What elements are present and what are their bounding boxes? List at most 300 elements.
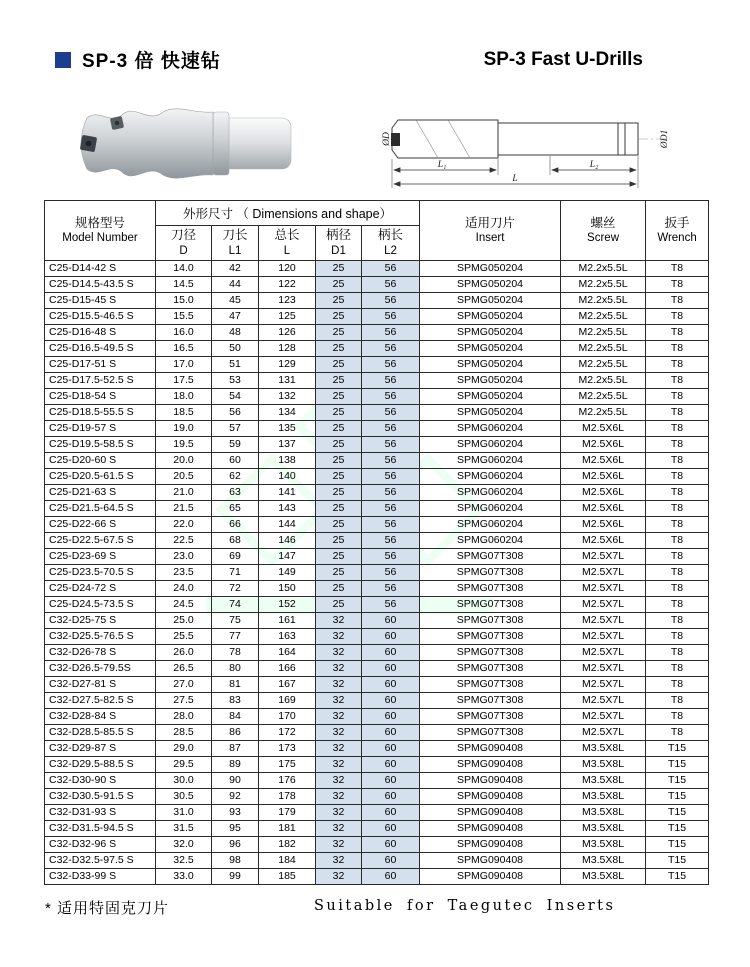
screw-cell: M2.5X6L <box>561 453 646 469</box>
insert-screw-2 <box>115 121 119 125</box>
len-l1-cell: 93 <box>212 805 259 821</box>
screw-cell: M3.5X8L <box>561 821 646 837</box>
drill-shank-outline <box>498 123 638 155</box>
len-l1-cell: 96 <box>212 837 259 853</box>
wrench-cell: T8 <box>646 597 709 613</box>
dia-d-cell: 24.0 <box>156 581 212 597</box>
len-l2-cell: 60 <box>362 741 420 757</box>
col-header-wrench <box>646 201 709 261</box>
model-number-cell: C32-D30.5-91.5 S <box>45 789 156 805</box>
dia-d1-cell: 32 <box>316 837 362 853</box>
col-header-d1-zh: 柄径 <box>325 228 351 242</box>
len-l-cell: 178 <box>259 789 316 805</box>
col-header-screw-zh: 螺丝 <box>590 215 616 230</box>
len-l-cell: 126 <box>259 325 316 341</box>
len-l2-cell: 60 <box>362 709 420 725</box>
dia-d1-cell: 25 <box>316 325 362 341</box>
dia-d1-cell: 32 <box>316 677 362 693</box>
model-number-cell: C25-D19-57 S <box>45 421 156 437</box>
insert-cell: SPMG07T308 <box>420 565 561 581</box>
screw-cell: M2.2x5.5L <box>561 309 646 325</box>
dia-d-cell: 16.5 <box>156 341 212 357</box>
insert-cell: SPMG07T308 <box>420 629 561 645</box>
dia-d1-cell: 25 <box>316 357 362 373</box>
len-l1-cell: 98 <box>212 853 259 869</box>
len-l1-cell: 78 <box>212 645 259 661</box>
model-number-cell: C32-D27-81 S <box>45 677 156 693</box>
insert-cell: SPMG050204 <box>420 357 561 373</box>
model-number-cell: C25-D21-63 S <box>45 485 156 501</box>
model-number-cell: C25-D16.5-49.5 S <box>45 341 156 357</box>
len-l-cell: 141 <box>259 485 316 501</box>
wrench-cell: T8 <box>646 357 709 373</box>
insert-cell: SPMG07T308 <box>420 597 561 613</box>
insert-cell: SPMG060204 <box>420 421 561 437</box>
insert-cell: SPMG07T308 <box>420 725 561 741</box>
wrench-cell: T8 <box>646 277 709 293</box>
col-header-screw <box>561 201 646 261</box>
screw-cell: M2.2x5.5L <box>561 389 646 405</box>
model-number-cell: C32-D26.5-79.5S <box>45 661 156 677</box>
model-number-cell: C25-D14-42 S <box>45 261 156 277</box>
len-l-cell: 128 <box>259 341 316 357</box>
table-row <box>45 821 709 837</box>
len-l2-cell: 60 <box>362 773 420 789</box>
table-row <box>45 469 709 485</box>
table-row <box>45 453 709 469</box>
table-row <box>45 405 709 421</box>
dia-d1-cell: 32 <box>316 789 362 805</box>
dia-d-cell: 14.5 <box>156 277 212 293</box>
len-l2-cell: 56 <box>362 357 420 373</box>
model-number-cell: C25-D14.5-43.5 S <box>45 277 156 293</box>
len-l1-cell: 42 <box>212 261 259 277</box>
col-header-insert-zh: 适用刀片 <box>465 215 516 230</box>
col-header-l2-en: L2 <box>384 244 397 257</box>
len-l-cell: 170 <box>259 709 316 725</box>
tip-insert <box>391 133 400 146</box>
table-row <box>45 741 709 757</box>
dia-d1-cell: 25 <box>316 437 362 453</box>
dia-d-cell: 16.0 <box>156 325 212 341</box>
dia-d-cell: 33.0 <box>156 869 212 885</box>
len-l2-cell: 56 <box>362 421 420 437</box>
insert-cell: SPMG090408 <box>420 773 561 789</box>
model-number-cell: C25-D21.5-64.5 S <box>45 501 156 517</box>
len-l1-cell: 45 <box>212 293 259 309</box>
insert-cell: SPMG090408 <box>420 741 561 757</box>
len-l1-cell: 89 <box>212 757 259 773</box>
screw-cell: M3.5X8L <box>561 741 646 757</box>
len-l1-cell: 62 <box>212 469 259 485</box>
table-row <box>45 677 709 693</box>
len-l2-cell: 60 <box>362 677 420 693</box>
col-header-l <box>259 226 316 261</box>
len-l1-cell: 60 <box>212 453 259 469</box>
insert-cell: SPMG07T308 <box>420 549 561 565</box>
model-number-cell: C32-D32-96 S <box>45 837 156 853</box>
wrench-cell: T8 <box>646 693 709 709</box>
col-header-l-zh: 总长 <box>274 228 300 242</box>
wrench-cell: T8 <box>646 629 709 645</box>
table-row <box>45 661 709 677</box>
col-header-wrench-en: Wrench <box>657 232 697 245</box>
len-l2-cell: 56 <box>362 581 420 597</box>
len-l2-cell: 60 <box>362 805 420 821</box>
len-l2-cell: 56 <box>362 341 420 357</box>
len-l-cell: 164 <box>259 645 316 661</box>
dia-d1-cell: 25 <box>316 597 362 613</box>
len-l1-cell: 53 <box>212 373 259 389</box>
dia-d1-cell: 25 <box>316 533 362 549</box>
col-header-screw-en: Screw <box>587 232 619 245</box>
len-l2-cell: 60 <box>362 725 420 741</box>
dia-d-cell: 18.0 <box>156 389 212 405</box>
insert-cell: SPMG090408 <box>420 805 561 821</box>
wrench-cell: T15 <box>646 805 709 821</box>
len-l1-cell: 80 <box>212 661 259 677</box>
dia-d-cell: 31.5 <box>156 821 212 837</box>
screw-cell: M2.5X7L <box>561 661 646 677</box>
dia-d1-cell: 32 <box>316 709 362 725</box>
screw-cell: M2.5X6L <box>561 533 646 549</box>
page-title-zh: SP-3 倍 快速钻 <box>82 51 221 72</box>
dia-d-cell: 23.5 <box>156 565 212 581</box>
insert-cell: SPMG07T308 <box>420 613 561 629</box>
screw-cell: M2.5X6L <box>561 469 646 485</box>
dia-d1-cell: 25 <box>316 517 362 533</box>
col-header-l1-en: L1 <box>228 244 242 257</box>
len-l-cell: 135 <box>259 421 316 437</box>
len-l2-cell: 60 <box>362 613 420 629</box>
screw-cell: M2.2x5.5L <box>561 277 646 293</box>
model-number-cell: C25-D19.5-58.5 S <box>45 437 156 453</box>
table-row <box>45 581 709 597</box>
len-l1-cell: 57 <box>212 421 259 437</box>
insert-cell: SPMG060204 <box>420 485 561 501</box>
dia-d1-cell: 32 <box>316 821 362 837</box>
insert-cell: SPMG050204 <box>420 389 561 405</box>
dia-d-cell: 24.5 <box>156 597 212 613</box>
table-row <box>45 869 709 885</box>
len-l-cell: 172 <box>259 725 316 741</box>
wrench-cell: T8 <box>646 725 709 741</box>
screw-cell: M3.5X8L <box>561 853 646 869</box>
screw-cell: M3.5X8L <box>561 773 646 789</box>
len-l2-cell: 56 <box>362 485 420 501</box>
table-row <box>45 325 709 341</box>
dia-d-cell: 25.0 <box>156 613 212 629</box>
dia-d-cell: 29.0 <box>156 741 212 757</box>
table-row <box>45 549 709 565</box>
insert-screw <box>86 141 92 147</box>
model-number-cell: C32-D32.5-97.5 S <box>45 853 156 869</box>
dia-d-cell: 15.0 <box>156 293 212 309</box>
len-l2-cell: 56 <box>362 597 420 613</box>
dia-d-cell: 18.5 <box>156 405 212 421</box>
model-number-cell: C25-D18-54 S <box>45 389 156 405</box>
dia-d1-cell: 25 <box>316 501 362 517</box>
footer-note-zh: * 适用特固克刀片 <box>45 900 170 917</box>
len-l1-cell: 86 <box>212 725 259 741</box>
dia-d-cell: 27.5 <box>156 693 212 709</box>
len-l-cell: 173 <box>259 741 316 757</box>
screw-cell: M2.5X7L <box>561 565 646 581</box>
len-l-cell: 143 <box>259 501 316 517</box>
dia-d1-cell: 32 <box>316 693 362 709</box>
col-header-d1-en: D1 <box>331 244 346 257</box>
dia-d1-cell: 32 <box>316 725 362 741</box>
model-number-cell: C25-D23.5-70.5 S <box>45 565 156 581</box>
col-header-dimensions-group: 外形尺寸 （ Dimensions and shape） <box>156 201 420 226</box>
len-l-cell: 175 <box>259 757 316 773</box>
blue-square-icon <box>55 52 71 68</box>
len-l2-cell: 60 <box>362 645 420 661</box>
len-l-cell: 140 <box>259 469 316 485</box>
len-l2-cell: 56 <box>362 565 420 581</box>
table-row <box>45 485 709 501</box>
len-l1-cell: 75 <box>212 613 259 629</box>
len-l1-cell: 90 <box>212 773 259 789</box>
col-header-d1 <box>316 226 362 261</box>
dia-d-cell: 23.0 <box>156 549 212 565</box>
model-number-cell: C32-D31-93 S <box>45 805 156 821</box>
model-number-cell: C32-D29-87 S <box>45 741 156 757</box>
dia-d1-cell: 25 <box>316 453 362 469</box>
len-l2-cell: 56 <box>362 549 420 565</box>
model-number-cell: C25-D22-66 S <box>45 517 156 533</box>
insert-cell: SPMG07T308 <box>420 645 561 661</box>
col-header-l2 <box>362 226 420 261</box>
len-l-cell: 134 <box>259 405 316 421</box>
col-header-l-en: L <box>283 244 291 257</box>
dia-d-cell: 28.5 <box>156 725 212 741</box>
drill-body-outline <box>392 120 498 158</box>
len-l-cell: 147 <box>259 549 316 565</box>
len-l2-cell: 56 <box>362 469 420 485</box>
model-number-cell: C25-D24-72 S <box>45 581 156 597</box>
insert-cell: SPMG07T308 <box>420 581 561 597</box>
dia-d1-cell: 25 <box>316 405 362 421</box>
len-l-cell: 185 <box>259 869 316 885</box>
screw-cell: M2.5X7L <box>561 597 646 613</box>
screw-cell: M2.5X7L <box>561 725 646 741</box>
dia-d1-cell: 32 <box>316 613 362 629</box>
dia-d1-cell: 32 <box>316 661 362 677</box>
dia-d1-cell: 25 <box>316 293 362 309</box>
model-number-cell: C32-D25.5-76.5 S <box>45 629 156 645</box>
table-row <box>45 709 709 725</box>
wrench-cell: T15 <box>646 773 709 789</box>
dia-d1-cell: 32 <box>316 853 362 869</box>
screw-cell: M2.2x5.5L <box>561 325 646 341</box>
page-header <box>55 46 643 73</box>
dia-d-cell: 20.0 <box>156 453 212 469</box>
dim-label-od: ØD <box>382 132 392 146</box>
dia-d1-cell: 32 <box>316 645 362 661</box>
model-number-cell: C32-D29.5-88.5 S <box>45 757 156 773</box>
wrench-cell: T8 <box>646 565 709 581</box>
insert-cell: SPMG090408 <box>420 789 561 805</box>
wrench-cell: T8 <box>646 661 709 677</box>
len-l2-cell: 60 <box>362 693 420 709</box>
insert-cell: SPMG090408 <box>420 869 561 885</box>
len-l2-cell: 56 <box>362 261 420 277</box>
insert-cell: SPMG050204 <box>420 405 561 421</box>
wrench-cell: T8 <box>646 533 709 549</box>
len-l1-cell: 51 <box>212 357 259 373</box>
insert-cell: SPMG060204 <box>420 517 561 533</box>
len-l2-cell: 56 <box>362 325 420 341</box>
drill-collar <box>213 112 229 175</box>
screw-cell: M2.5X7L <box>561 613 646 629</box>
screw-cell: M2.5X7L <box>561 677 646 693</box>
drill-photo <box>58 98 310 190</box>
dia-d1-cell: 32 <box>316 741 362 757</box>
wrench-cell: T15 <box>646 837 709 853</box>
screw-cell: M2.2x5.5L <box>561 261 646 277</box>
wrench-cell: T8 <box>646 469 709 485</box>
table-row <box>45 757 709 773</box>
screw-cell: M3.5X8L <box>561 869 646 885</box>
dia-d1-cell: 25 <box>316 565 362 581</box>
dia-d-cell: 22.0 <box>156 517 212 533</box>
dia-d-cell: 28.0 <box>156 709 212 725</box>
wrench-cell: T8 <box>646 261 709 277</box>
table-row <box>45 725 709 741</box>
screw-cell: M2.5X6L <box>561 421 646 437</box>
len-l1-cell: 81 <box>212 677 259 693</box>
insert-cell: SPMG090408 <box>420 853 561 869</box>
col-header-l1 <box>212 226 259 261</box>
technical-drawing <box>382 96 674 196</box>
table-row <box>45 341 709 357</box>
wrench-cell: T8 <box>646 405 709 421</box>
wrench-cell: T8 <box>646 437 709 453</box>
table-row <box>45 389 709 405</box>
model-number-cell: C32-D25-75 S <box>45 613 156 629</box>
dia-d1-cell: 25 <box>316 373 362 389</box>
wrench-cell: T8 <box>646 485 709 501</box>
col-header-l2-zh: 柄长 <box>378 228 404 242</box>
len-l-cell: 182 <box>259 837 316 853</box>
drill-shank <box>227 118 291 169</box>
len-l1-cell: 83 <box>212 693 259 709</box>
insert-cell: SPMG090408 <box>420 757 561 773</box>
dia-d-cell: 17.0 <box>156 357 212 373</box>
len-l-cell: 150 <box>259 581 316 597</box>
dim-label-l2: L₂ <box>589 160 599 170</box>
model-number-cell: C25-D23-69 S <box>45 549 156 565</box>
len-l2-cell: 60 <box>362 757 420 773</box>
col-header-model <box>45 201 156 261</box>
table-row <box>45 437 709 453</box>
len-l-cell: 149 <box>259 565 316 581</box>
table-row <box>45 261 709 277</box>
col-header-d-zh: 刀径 <box>170 228 196 242</box>
model-number-cell: C25-D24.5-73.5 S <box>45 597 156 613</box>
len-l1-cell: 99 <box>212 869 259 885</box>
len-l-cell: 122 <box>259 277 316 293</box>
dia-d1-cell: 25 <box>316 277 362 293</box>
len-l1-cell: 95 <box>212 821 259 837</box>
footer-note-en: Suitable for Taegutec Inserts <box>314 898 616 914</box>
insert-cell: SPMG060204 <box>420 533 561 549</box>
screw-cell: M2.2x5.5L <box>561 373 646 389</box>
len-l2-cell: 60 <box>362 629 420 645</box>
col-header-d <box>156 226 212 261</box>
spec-table-wrap <box>44 200 709 885</box>
insert-cell: SPMG050204 <box>420 373 561 389</box>
insert-cell: SPMG050204 <box>420 293 561 309</box>
dia-d-cell: 21.5 <box>156 501 212 517</box>
len-l2-cell: 56 <box>362 277 420 293</box>
col-header-l1-zh: 刀长 <box>222 228 248 242</box>
screw-cell: M2.5X6L <box>561 517 646 533</box>
len-l1-cell: 47 <box>212 309 259 325</box>
dia-d1-cell: 25 <box>316 341 362 357</box>
table-row <box>45 805 709 821</box>
title-zh-block <box>55 46 221 73</box>
table-row <box>45 597 709 613</box>
len-l-cell: 138 <box>259 453 316 469</box>
screw-cell: M2.5X6L <box>561 437 646 453</box>
len-l2-cell: 60 <box>362 821 420 837</box>
len-l2-cell: 56 <box>362 373 420 389</box>
wrench-cell: T8 <box>646 341 709 357</box>
len-l1-cell: 72 <box>212 581 259 597</box>
screw-cell: M3.5X8L <box>561 789 646 805</box>
wrench-cell: T8 <box>646 421 709 437</box>
len-l2-cell: 60 <box>362 869 420 885</box>
wrench-cell: T8 <box>646 389 709 405</box>
len-l1-cell: 44 <box>212 277 259 293</box>
len-l1-cell: 56 <box>212 405 259 421</box>
insert-cell: SPMG07T308 <box>420 661 561 677</box>
insert-cell: SPMG050204 <box>420 341 561 357</box>
wrench-cell: T8 <box>646 517 709 533</box>
len-l-cell: 144 <box>259 517 316 533</box>
screw-cell: M2.2x5.5L <box>561 293 646 309</box>
len-l1-cell: 84 <box>212 709 259 725</box>
len-l-cell: 181 <box>259 821 316 837</box>
len-l2-cell: 60 <box>362 837 420 853</box>
table-row <box>45 309 709 325</box>
screw-cell: M2.5X6L <box>561 501 646 517</box>
len-l-cell: 146 <box>259 533 316 549</box>
len-l1-cell: 87 <box>212 741 259 757</box>
model-number-cell: C25-D18.5-55.5 S <box>45 405 156 421</box>
table-row <box>45 629 709 645</box>
dia-d-cell: 26.0 <box>156 645 212 661</box>
table-row <box>45 277 709 293</box>
dia-d-cell: 15.5 <box>156 309 212 325</box>
dia-d-cell: 20.5 <box>156 469 212 485</box>
table-row <box>45 501 709 517</box>
table-row <box>45 421 709 437</box>
wrench-cell: T8 <box>646 373 709 389</box>
len-l1-cell: 63 <box>212 485 259 501</box>
len-l1-cell: 71 <box>212 565 259 581</box>
screw-cell: M2.5X7L <box>561 629 646 645</box>
screw-cell: M2.2x5.5L <box>561 341 646 357</box>
dia-d-cell: 29.5 <box>156 757 212 773</box>
wrench-cell: T15 <box>646 789 709 805</box>
table-row <box>45 517 709 533</box>
dia-d-cell: 32.0 <box>156 837 212 853</box>
len-l2-cell: 60 <box>362 661 420 677</box>
len-l-cell: 166 <box>259 661 316 677</box>
